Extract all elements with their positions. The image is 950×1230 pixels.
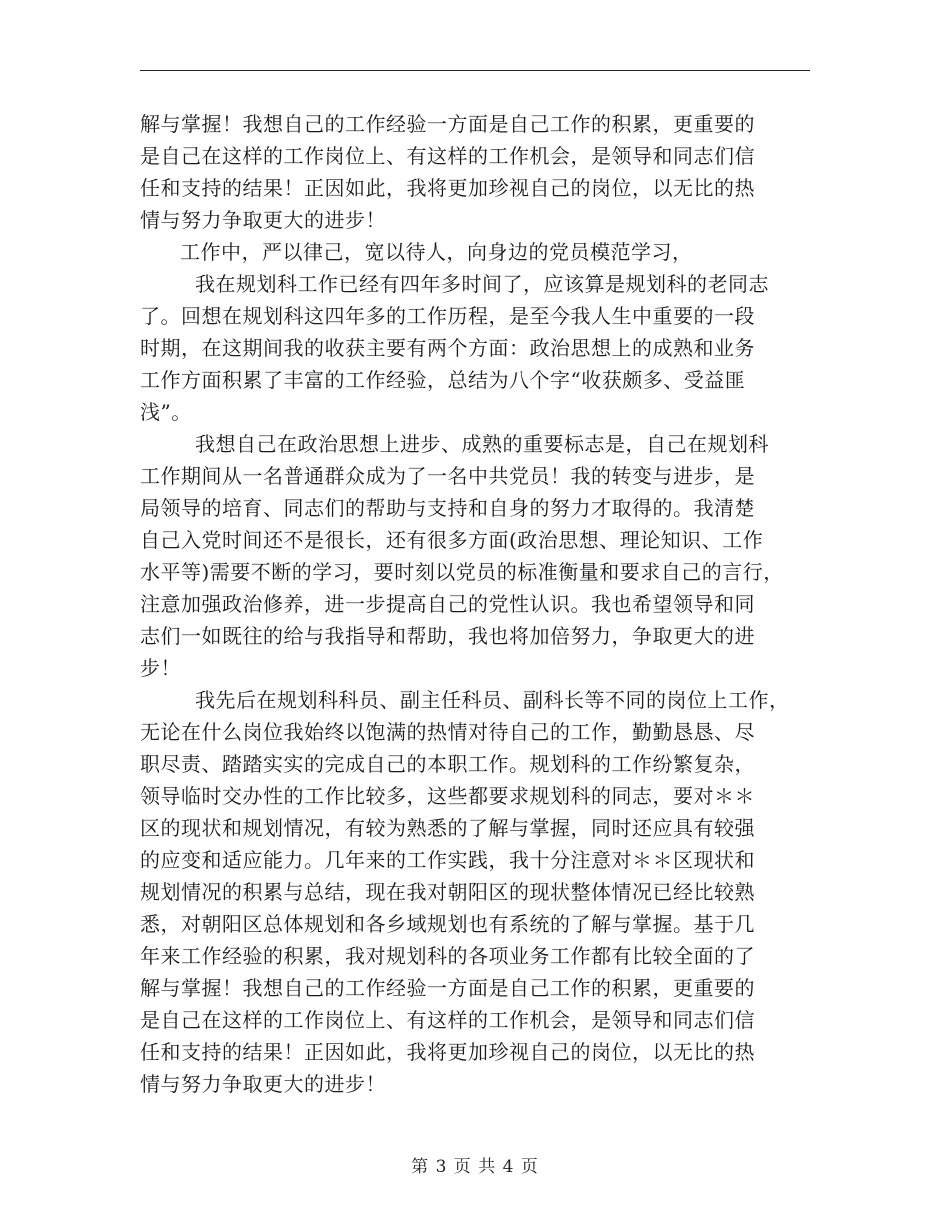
text-line: 了。回想在规划科这四年多的工作历程，是至今我人生中重要的一段 (140, 304, 755, 328)
text-line: 志们一如既往的给与我指导和帮助，我也将加倍努力，争取更大的进 (140, 624, 755, 648)
text-line: 情与努力争取更大的进步！ (140, 208, 386, 232)
text-line: 规划情况的积累与总结，现在我对朝阳区的现状整体情况已经比较熟 (140, 880, 755, 904)
text-line: 情与努力争取更大的进步！ (140, 1072, 386, 1096)
document-body (140, 108, 812, 1100)
text-line: 步！ (140, 656, 181, 680)
text-line: 是自己在这样的工作岗位上、有这样的工作机会，是领导和同志们信 (140, 144, 755, 168)
text-line: 无论在什么岗位我始终以饱满的热情对待自己的工作，勤勤恳恳、尽 (140, 720, 755, 744)
text-line: 浅”。 (140, 400, 192, 424)
text-line: 任和支持的结果！正因如此，我将更加珍视自己的岗位，以无比的热 (140, 176, 755, 200)
text-line: 时期，在这期间我的收获主要有两个方面：政治思想上的成熟和业务 (140, 336, 755, 360)
header-rule (140, 70, 810, 71)
text-line: 工作期间从一名普通群众成为了一名中共党员！我的转变与进步，是 (140, 464, 755, 488)
text-line: 工作方面积累了丰富的工作经验，总结为八个字“收获颇多、受益匪 (140, 368, 746, 392)
text-line: 解与掌握！我想自己的工作经验一方面是自己工作的积累，更重要的 (140, 976, 755, 1000)
text-line: 水平等)需要不断的学习，要时刻以党员的标准衡量和要求自己的言行， (140, 560, 784, 584)
text-line: 领导临时交办性的工作比较多，这些都要求规划科的同志，要对＊＊ (140, 784, 755, 808)
text-line: 工作中，严以律己，宽以待人，向身边的党员模范学习， (180, 240, 693, 264)
text-line: 我想自己在政治思想上进步、成熟的重要标志是，自己在规划科 (195, 432, 769, 456)
text-line: 注意加强政治修养，进一步提高自己的党性认识。我也希望领导和同 (140, 592, 755, 616)
text-line: 自己入党时间还不是很长，还有很多方面(政治思想、理论知识、工作 (140, 528, 764, 552)
text-line: 我在规划科工作已经有四年多时间了，应该算是规划科的老同志 (195, 272, 769, 296)
text-line: 解与掌握！我想自己的工作经验一方面是自己工作的积累，更重要的 (140, 112, 755, 136)
text-line: 局领导的培育、同志们的帮助与支持和自身的努力才取得的。我清楚 (140, 496, 755, 520)
text-line: 任和支持的结果！正因如此，我将更加珍视自己的岗位，以无比的热 (140, 1040, 755, 1064)
text-line: 区的现状和规划情况，有较为熟悉的了解与掌握，同时还应具有较强 (140, 816, 755, 840)
text-line: 我先后在规划科科员、副主任科员、副科长等不同的岗位上工作， (195, 688, 790, 712)
text-line: 悉，对朝阳区总体规划和各乡域规划也有系统的了解与掌握。基于几 (140, 912, 755, 936)
text-line: 是自己在这样的工作岗位上、有这样的工作机会，是领导和同志们信 (140, 1008, 755, 1032)
text-line: 的应变和适应能力。几年来的工作实践，我十分注意对＊＊区现状和 (140, 848, 755, 872)
page-footer: 第 3 页 共 4 页 (411, 1157, 539, 1177)
text-line: 职尽责、踏踏实实的完成自己的本职工作。规划科的工作纷繁复杂， (140, 752, 755, 776)
text-line: 年来工作经验的积累，我对规划科的各项业务工作都有比较全面的了 (140, 944, 755, 968)
